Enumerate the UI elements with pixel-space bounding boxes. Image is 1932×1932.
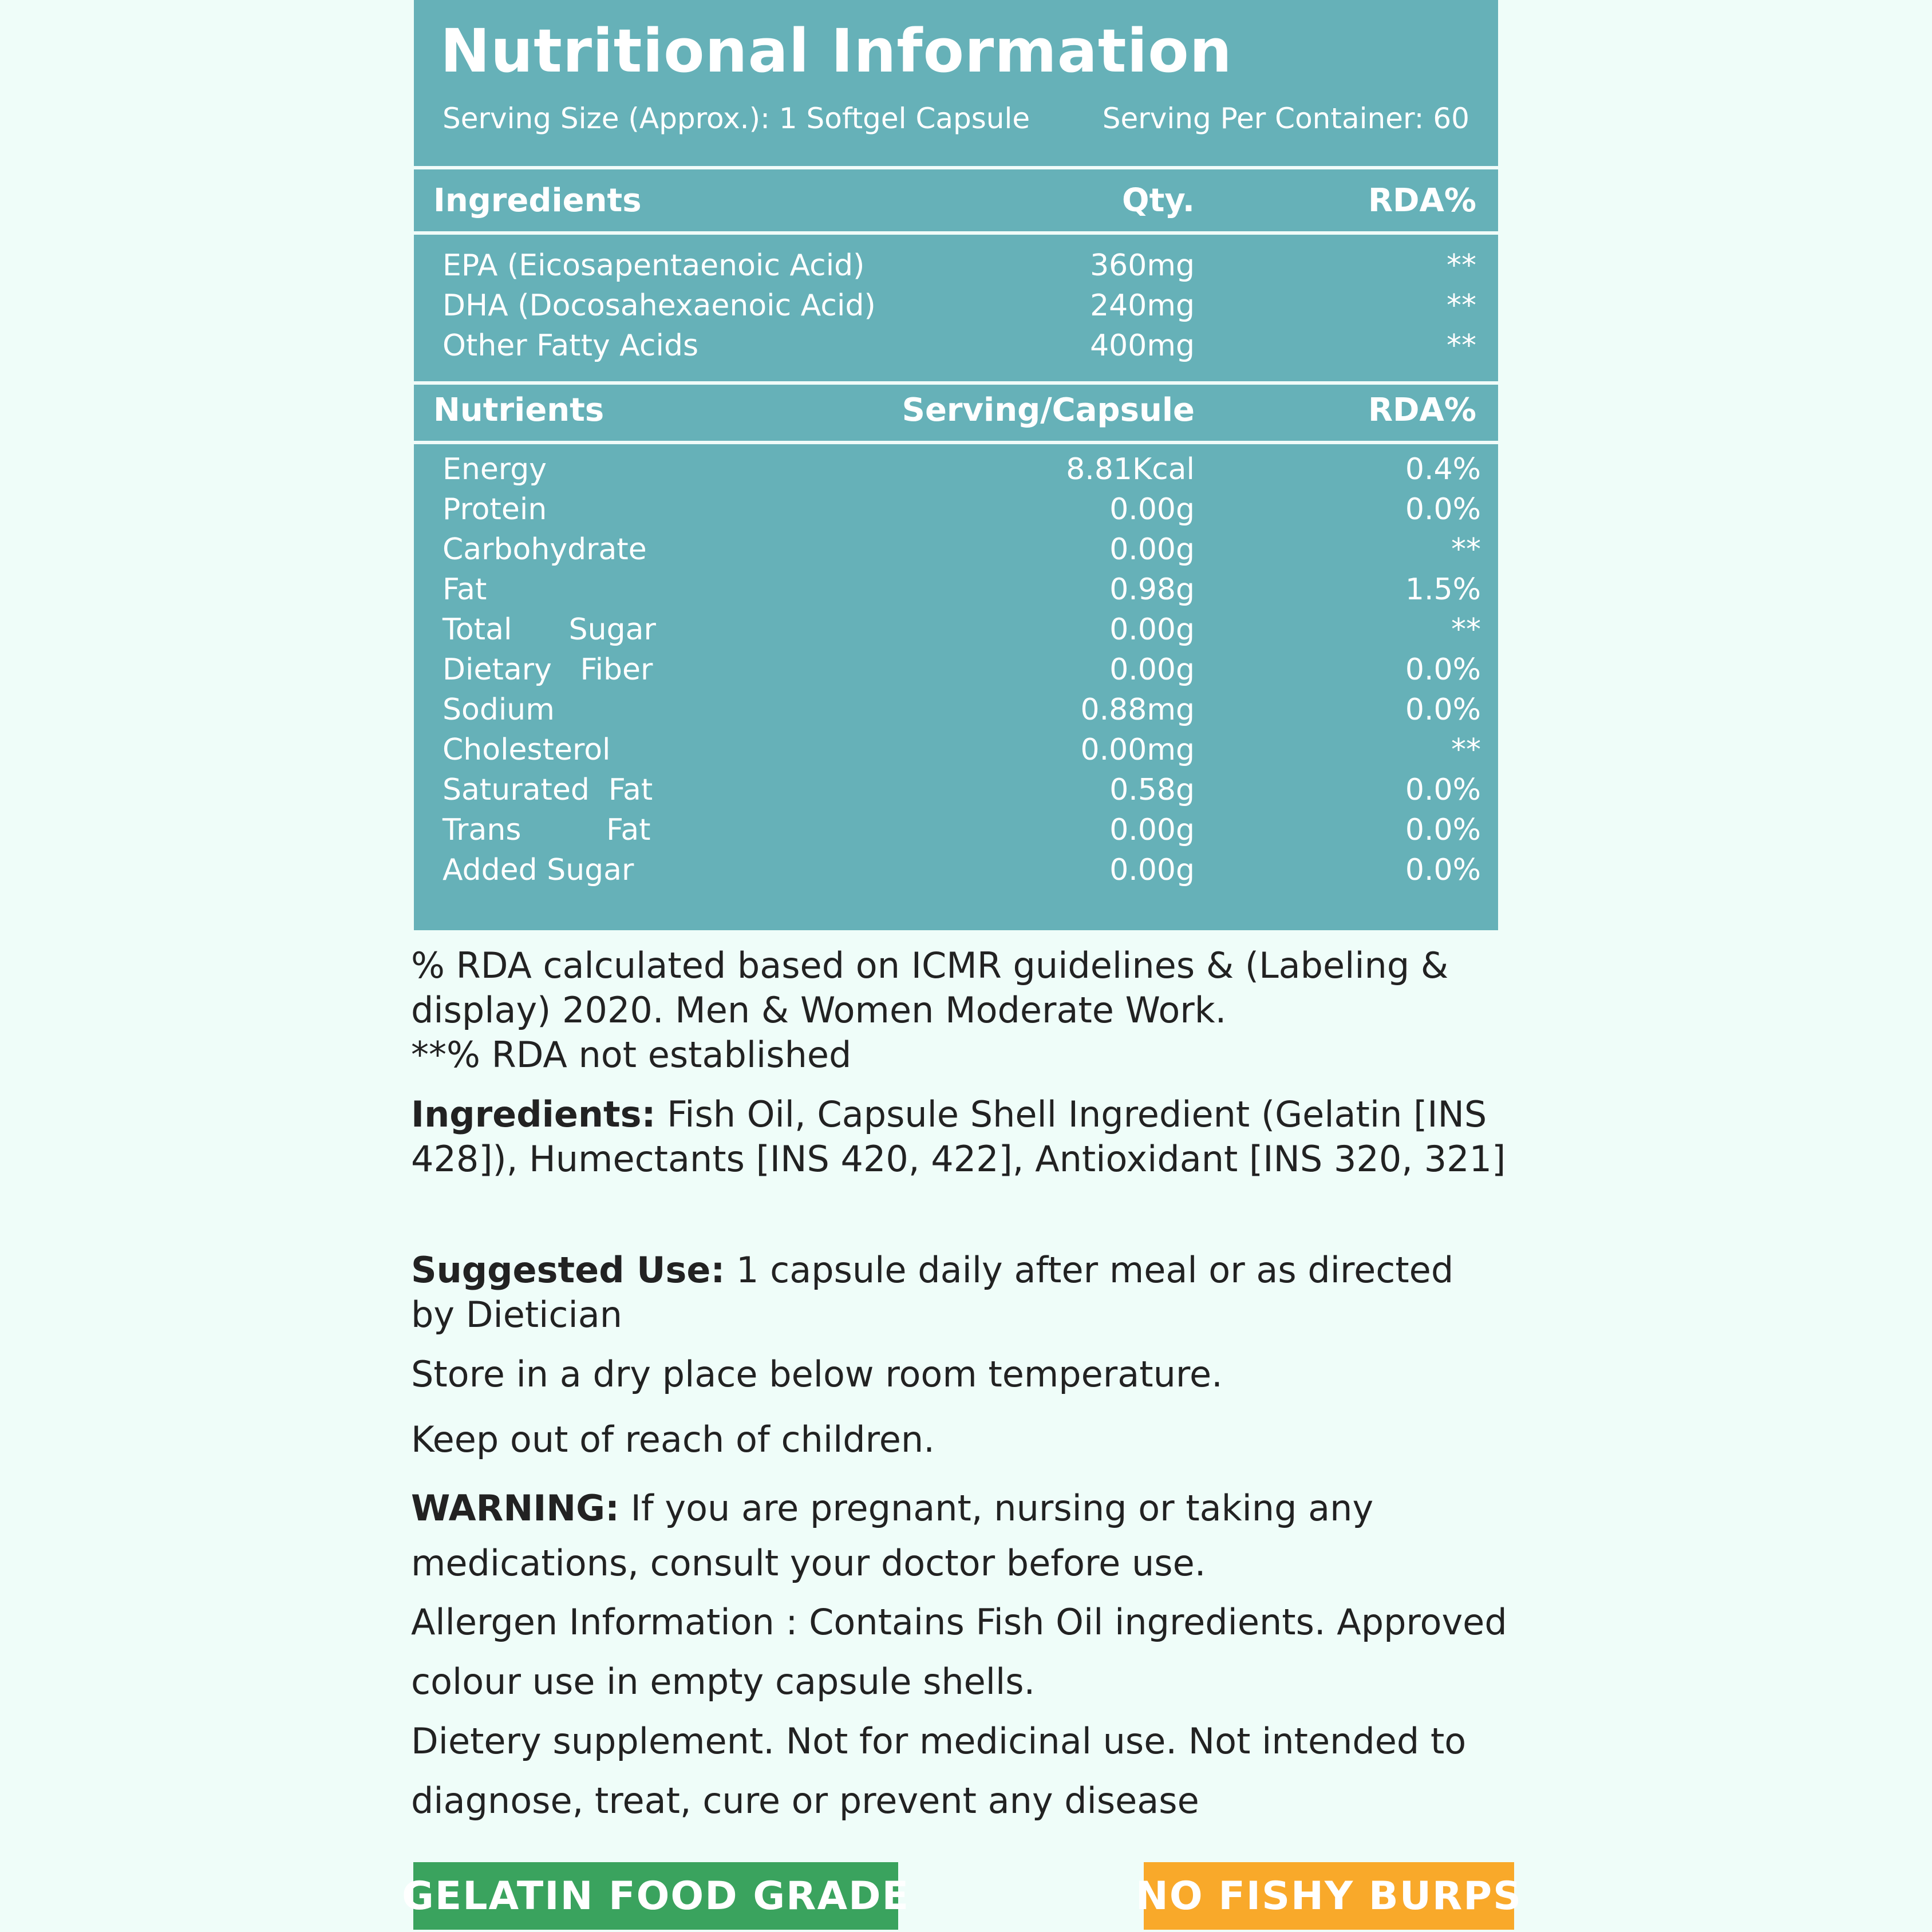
ingredients-label: Ingredients: [411, 1093, 656, 1135]
nutrient-name: Total Sugar [442, 613, 656, 647]
serving-size: Serving Size (Approx.): 1 Softgel Capsule [442, 102, 1030, 135]
table-row [414, 653, 1498, 693]
nutrient-name: Carbohydrate [442, 532, 647, 567]
table-row [414, 733, 1498, 773]
ingredients-text: Fish Oil, Capsule Shell Ingredient (Gelatin [INS 428]), Humectants [INS 420, 422], Antioxidant [INS 320, 321] [411, 1093, 1506, 1180]
no-fishy-burps-badge: NO FISHY BURPS [1144, 1862, 1514, 1930]
divider [414, 441, 1498, 444]
nutrient-qty: 0.00g [1109, 813, 1195, 847]
nutrient-qty: 0.00mg [1080, 733, 1195, 767]
ingredient-qty: 360mg [1090, 248, 1195, 283]
table-row [414, 289, 1498, 329]
suggested-use-label: Suggested Use: [411, 1249, 725, 1291]
nutrient-name: Cholesterol [442, 733, 611, 767]
nutrient-rda: 0.0% [1405, 653, 1481, 687]
nutrient-rda: ** [1451, 532, 1481, 567]
allergen-note: Allergen Information : Contains Fish Oil ingredients. Approved colour use in empty capsule shells. [411, 1601, 1507, 1702]
header-ingredients: Ingredients [433, 182, 642, 219]
storage-note: Store in a dry place below room temperature. [411, 1353, 1223, 1395]
nutrient-qty: 0.88mg [1080, 693, 1195, 727]
nutrient-rda: 1.5% [1405, 572, 1481, 607]
header-nutrients: Nutrients [433, 392, 605, 429]
warning-label: WARNING: [411, 1487, 619, 1529]
nutrient-qty: 0.98g [1109, 572, 1195, 607]
ingredient-rda: ** [1447, 329, 1476, 363]
warning-paragraph [411, 1481, 1441, 1591]
table-row [414, 572, 1498, 613]
table-row [414, 813, 1498, 853]
nutrient-name: Trans Fat [442, 813, 651, 847]
nutrient-name: Dietary Fiber [442, 653, 653, 687]
nutrient-rda: 0.0% [1405, 693, 1481, 727]
table-row [414, 613, 1498, 653]
nutrient-qty: 8.81Kcal [1066, 452, 1195, 487]
header-rda: RDA% [1368, 182, 1476, 219]
header-serving: Serving/Capsule [902, 392, 1195, 429]
rda-not-established: **% RDA not established [411, 1034, 852, 1076]
table-row [414, 329, 1498, 369]
nutrient-name: Added Sugar [442, 853, 634, 887]
nutrient-qty: 0.00g [1109, 853, 1195, 887]
nutrient-rda: ** [1451, 733, 1481, 767]
table-row [414, 248, 1498, 289]
table-row [414, 532, 1498, 572]
ingredient-rda: ** [1447, 248, 1476, 283]
divider [414, 166, 1498, 169]
table-row [414, 452, 1498, 492]
nutrient-rda: 0.0% [1405, 492, 1481, 527]
nutrient-name: Protein [442, 492, 547, 527]
header-qty: Qty. [1121, 182, 1195, 219]
suggested-use-text: 1 capsule daily after meal or as directed by Dietician [411, 1249, 1454, 1336]
gelatin-food-grade-badge: GELATIN FOOD GRADE [413, 1862, 898, 1930]
table-row [414, 853, 1498, 893]
table-row [414, 492, 1498, 532]
nutrient-rda: ** [1451, 613, 1481, 647]
ingredient-name: DHA (Docosahexaenoic Acid) [442, 289, 876, 323]
rda-note: % RDA calculated based on ICMR guidelines & (Labeling & display) 2020. Men & Women Moderate Work. [411, 945, 1449, 1031]
disclaimer-note: Dietery supplement. Not for medicinal use. Not intended to diagnose, treat, cure or prevent any disease [411, 1720, 1467, 1822]
nutrient-name: Energy [442, 452, 547, 487]
ingredient-name: EPA (Eicosapentaenoic Acid) [442, 248, 865, 283]
nutrient-rda: 0.0% [1405, 813, 1481, 847]
header-rda: RDA% [1368, 392, 1476, 429]
nutrient-qty: 0.00g [1109, 492, 1195, 527]
table-row [414, 773, 1498, 813]
nutrient-qty: 0.00g [1109, 532, 1195, 567]
nutrient-rda: 0.4% [1405, 452, 1481, 487]
nutrient-name: Saturated Fat [442, 773, 653, 807]
children-note: Keep out of reach of children. [411, 1419, 935, 1460]
nutrient-name: Sodium [442, 693, 555, 727]
panel-title: Nutritional Information [440, 16, 1232, 86]
ingredient-qty: 240mg [1090, 289, 1195, 323]
nutrient-qty: 0.58g [1109, 773, 1195, 807]
nutrient-qty: 0.00g [1109, 613, 1195, 647]
serving-per-container: Serving Per Container: 60 [1102, 102, 1469, 135]
nutrient-rda: 0.0% [1405, 853, 1481, 887]
ingredient-rda: ** [1447, 289, 1476, 323]
ingredient-qty: 400mg [1090, 329, 1195, 363]
nutrient-rda: 0.0% [1405, 773, 1481, 807]
suggested-use-paragraph [411, 1248, 1499, 1337]
divider [414, 231, 1498, 235]
ingredients-paragraph [411, 1092, 1516, 1182]
nutrition-panel [414, 0, 1498, 930]
warning-text: If you are pregnant, nursing or taking any medications, consult your doctor before use. [411, 1487, 1374, 1584]
nutrient-qty: 0.00g [1109, 653, 1195, 687]
ingredient-name: Other Fatty Acids [442, 329, 699, 363]
divider [414, 381, 1498, 385]
table-row [414, 693, 1498, 733]
nutrient-name: Fat [442, 572, 487, 607]
